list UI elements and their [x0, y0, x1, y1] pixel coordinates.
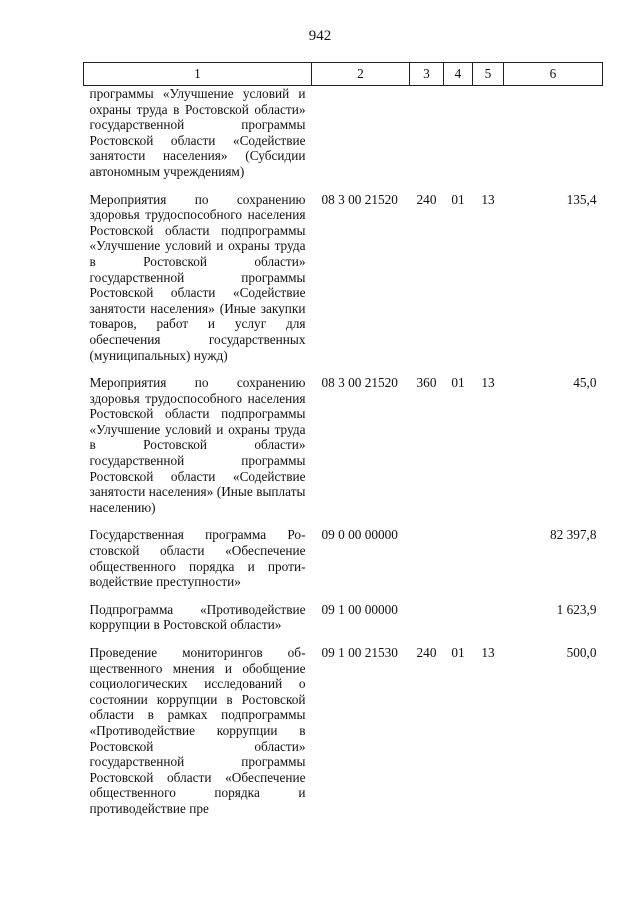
row-amount: 135,4: [566, 191, 597, 207]
header-col-4: 4: [444, 63, 473, 86]
row-vr: [410, 86, 444, 180]
header-col-1: 1: [84, 63, 312, 86]
row-pr: 13: [481, 191, 495, 207]
row-rz: [444, 86, 473, 180]
row-name: Подпрограмма «Противодействие коррупции в Ростовской области»: [89, 601, 306, 633]
table-row: [84, 633, 603, 817]
row-rz: 01: [451, 645, 465, 660]
budget-table: [83, 62, 603, 817]
row-amount: 82 397,8: [549, 527, 597, 543]
row-pr: 13: [481, 375, 495, 391]
row-pr: 13: [481, 645, 495, 660]
row-vr: 360: [416, 375, 437, 391]
row-amount: 500,0: [566, 645, 597, 660]
table-row: [84, 180, 603, 364]
row-vr: 240: [416, 645, 437, 660]
row-code: 09 0 00 00000: [321, 527, 398, 543]
row-name: Мероприятия по сохранению здоровья трудоспособного населения Ростовской области подпрограммы «Улучшение условий и охраны труда в Ростовской области» государственной программы Ростовской области «Содействие занятости населения» (Иные выплаты населению): [89, 375, 306, 515]
row-amount: 45,0: [573, 375, 597, 391]
row-pr: [473, 515, 504, 589]
row-code: 09 1 00 00000: [321, 601, 398, 617]
table-row: [84, 363, 603, 515]
header-row: [84, 63, 603, 86]
page-number: 942: [308, 28, 332, 44]
row-code: 08 3 00 21520: [321, 191, 398, 207]
table-row: [84, 515, 603, 589]
row-amount: [504, 86, 603, 180]
row-name: программы «Улучшение условий и охраны труда в Ростовской области» государственной программы Ростовской области «Содействие занятости населения» (Субсидии автономным учреждениям): [89, 86, 306, 179]
row-vr: [410, 515, 444, 589]
header-col-3: 3: [410, 63, 444, 86]
row-code: 09 1 00 21530: [321, 645, 398, 660]
row-name: Мероприятия по сохранению здоровья трудоспособного населения Ростовской области подпрограммы «Улучшение условий и охраны труда в Ростовской области» государственной программы Ростовской области «Содействие занятости населения» (Иные закупки товаров, работ и услуг для обеспечения государственных (муниципальных) нужд): [89, 191, 306, 363]
row-pr: [473, 86, 504, 180]
row-pr: [473, 590, 504, 633]
row-vr: [410, 590, 444, 633]
table-header: [84, 63, 603, 86]
table-body: [84, 86, 603, 817]
table-row: [84, 86, 603, 180]
row-amount: 1 623,9: [556, 601, 597, 617]
header-col-5: 5: [473, 63, 504, 86]
header-col-2: 2: [312, 63, 410, 86]
row-code: 08 3 00 21520: [321, 375, 398, 391]
table-row: [84, 590, 603, 633]
row-code: [312, 86, 410, 180]
row-name: Проведение мониторингов общественного мнения и обобщение социологических исследований о состоянии коррупции в Ростовской области в рамках подпрограммы «Противодействие коррупции в Ростовской области» государственной программы Ростовской области «Обеспечение общественного порядка и противодействие пре: [89, 645, 306, 816]
header-col-6: 6: [504, 63, 603, 86]
row-vr: 240: [416, 191, 437, 207]
row-name: Государственная программа Ростовской области «Обеспечение общественного порядка и противодействие преступности»: [89, 527, 306, 590]
row-rz: [444, 590, 473, 633]
row-rz: [444, 515, 473, 589]
row-rz: 01: [451, 375, 465, 391]
row-rz: 01: [451, 191, 465, 207]
